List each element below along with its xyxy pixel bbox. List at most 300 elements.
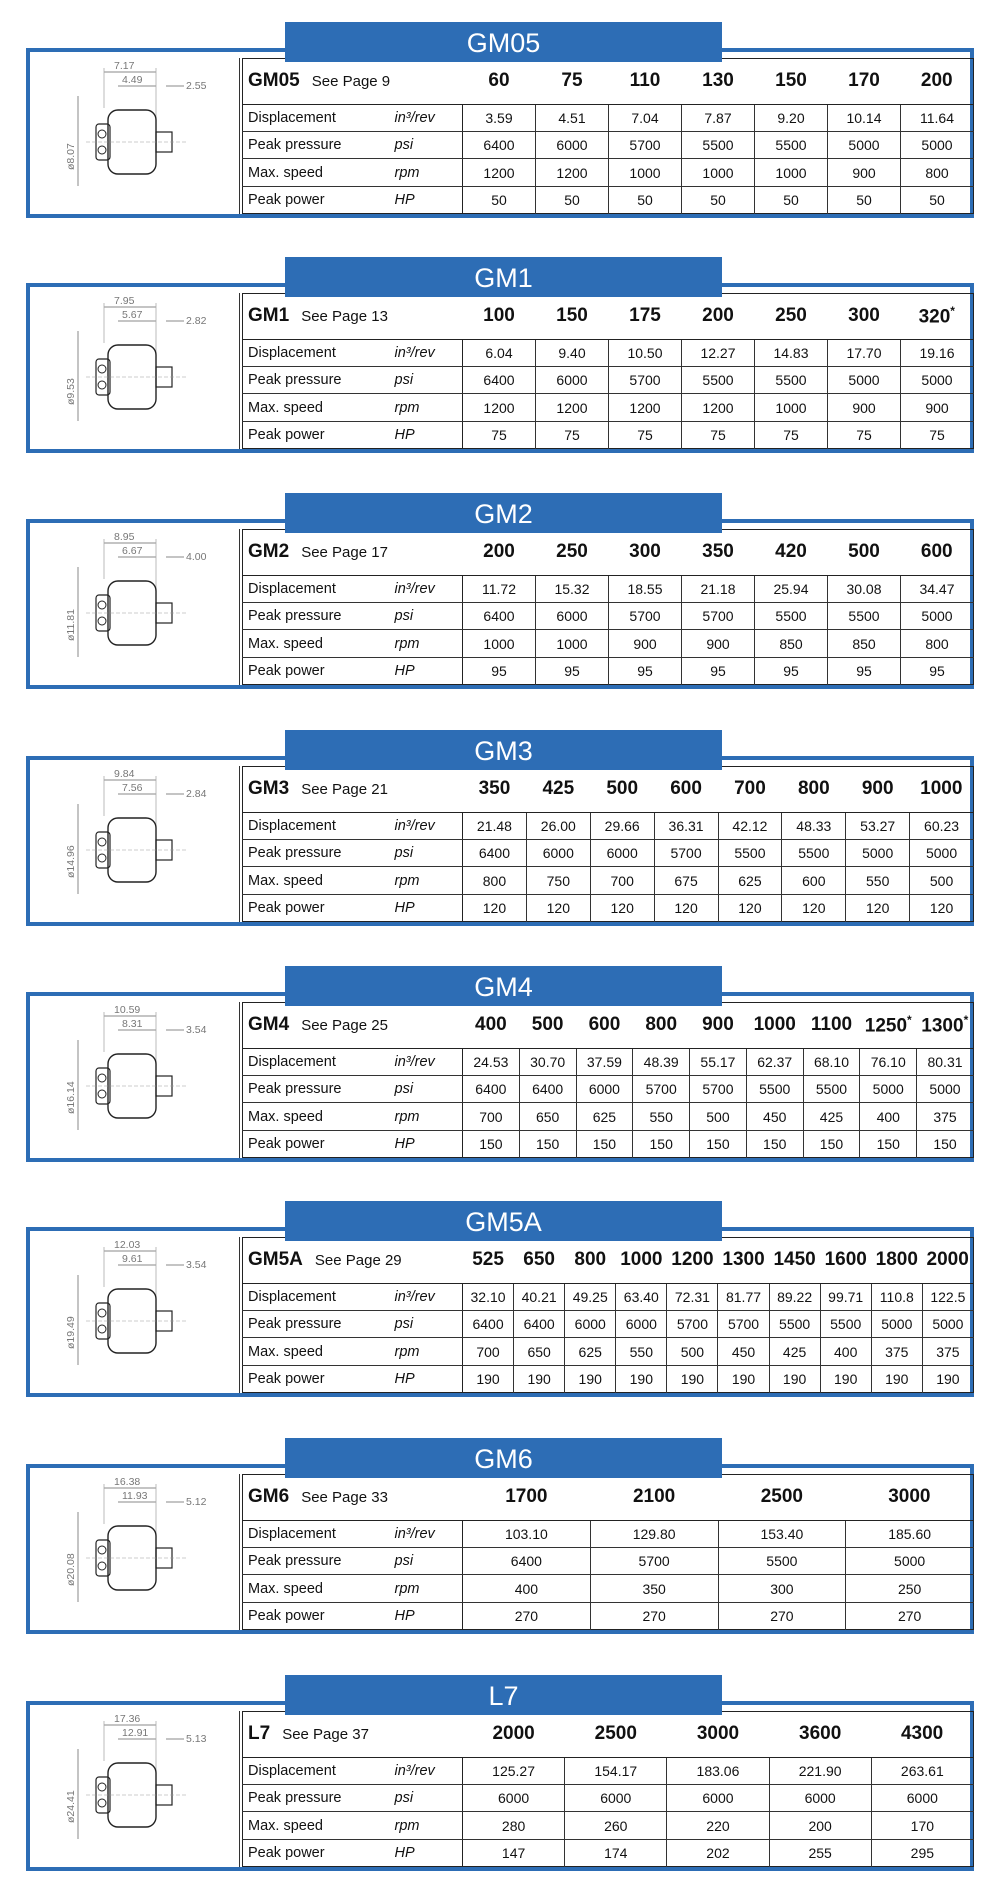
size-header: 250: [755, 294, 828, 340]
value-cell: 5500: [782, 840, 846, 867]
value-cell: 1200: [536, 394, 609, 421]
value-cell: 5000: [846, 840, 910, 867]
model-cell: [243, 294, 463, 340]
value-cell: 32.10: [463, 1283, 514, 1310]
footnote-asterisk: *: [907, 1013, 912, 1028]
size-header: 300: [828, 294, 901, 340]
value-cell: 220: [667, 1812, 769, 1839]
model-cell: [243, 530, 463, 576]
value-cell: 7.04: [609, 104, 682, 131]
value-cell: 120: [590, 894, 654, 921]
value-cell: 1200: [536, 159, 609, 186]
row-label: Displacement: [243, 575, 393, 602]
dim-inner-label: 7.56: [122, 782, 143, 794]
row-unit: psi: [393, 603, 463, 630]
value-cell: 10.50: [609, 339, 682, 366]
row-label: Peak power: [248, 899, 325, 916]
value-cell: 120: [846, 894, 910, 921]
value-cell: 34.47: [901, 575, 974, 602]
spec-table: [242, 1002, 974, 1158]
spec-table: [242, 766, 974, 922]
value-cell: 17.70: [828, 339, 901, 366]
dim-diameter-label: ø11.81: [65, 609, 77, 641]
size-header: 800: [782, 767, 846, 813]
row-unit: psi: [393, 840, 463, 867]
dim-width-label: 8.95: [114, 531, 135, 543]
dim-shaft-label: 3.54: [186, 1259, 207, 1271]
value-cell: 450: [746, 1103, 803, 1130]
product-section-gm2: [26, 493, 974, 689]
value-cell: 6400: [463, 132, 536, 159]
value-cell: 18.55: [609, 575, 682, 602]
section-title-banner: GM5A: [285, 1201, 722, 1241]
spec-header-row: [243, 530, 974, 576]
row-unit: psi: [393, 1076, 463, 1103]
row-unit: in³/rev: [393, 104, 463, 131]
value-cell: 125.27: [463, 1757, 565, 1784]
value-cell: 375: [922, 1338, 973, 1365]
value-cell: 280: [463, 1812, 565, 1839]
value-cell: 500: [910, 867, 974, 894]
value-cell: 50: [682, 186, 755, 213]
row-label: Peak power: [248, 1370, 325, 1387]
value-cell: 6000: [536, 132, 609, 159]
value-cell: 1200: [463, 394, 536, 421]
size-header: 1600: [820, 1238, 871, 1284]
value-cell: 10.14: [828, 104, 901, 131]
displacement-row: [243, 1757, 974, 1784]
size-header: 350: [463, 767, 527, 813]
model-cell: [243, 767, 463, 813]
size-header: 1200: [667, 1238, 718, 1284]
section-frame: [26, 1701, 974, 1871]
motor-dimension-drawing: [36, 293, 240, 449]
value-cell: 1000: [755, 394, 828, 421]
value-cell: 5500: [820, 1311, 871, 1338]
value-cell: 450: [718, 1338, 769, 1365]
row-label: Peak pressure: [243, 840, 393, 867]
dim-diameter-label: ø19.49: [65, 1316, 77, 1349]
row-label: Peak pressure: [243, 1548, 393, 1575]
value-cell: 122.5: [922, 1283, 973, 1310]
model-name: GM3: [248, 778, 290, 800]
value-cell: 6000: [667, 1785, 769, 1812]
value-cell: 270: [846, 1602, 974, 1629]
value-cell: 89.22: [769, 1283, 820, 1310]
value-cell: 5500: [803, 1076, 860, 1103]
value-cell: 120: [718, 894, 782, 921]
page-reference: See Page 13: [301, 308, 388, 326]
motor-drawing-icon: [36, 1237, 240, 1393]
row-label: Peak power: [248, 426, 325, 443]
model-name: GM5A: [248, 1249, 303, 1271]
product-section-gm6: [26, 1438, 974, 1634]
value-cell: 550: [633, 1103, 690, 1130]
row-unit: rpm: [393, 1575, 463, 1602]
spec-header-row: [243, 59, 974, 105]
row-label: Displacement: [243, 339, 393, 366]
size-header: 1300: [718, 1238, 769, 1284]
page-reference: See Page 29: [314, 1252, 402, 1270]
dim-inner-label: 12.91: [122, 1727, 149, 1739]
value-cell: 5000: [828, 132, 901, 159]
value-cell: 21.18: [682, 575, 755, 602]
size-header: 1000: [746, 1003, 803, 1049]
value-cell: 190: [769, 1365, 820, 1392]
value-cell: 850: [755, 630, 828, 657]
value-cell: 48.39: [633, 1048, 690, 1075]
value-cell: 5500: [682, 367, 755, 394]
value-cell: 150: [690, 1130, 747, 1157]
section-title-banner: L7: [285, 1675, 722, 1715]
value-cell: 6400: [463, 603, 536, 630]
value-cell: 5500: [718, 840, 782, 867]
dim-shaft-label: 5.12: [186, 1496, 207, 1508]
value-cell: 190: [871, 1365, 922, 1392]
value-cell: 95: [901, 657, 974, 684]
value-cell: 6000: [871, 1785, 973, 1812]
size-header: 2100: [590, 1475, 718, 1521]
dim-inner-label: 5.67: [122, 309, 143, 321]
page-reference: See Page 37: [282, 1726, 369, 1744]
size-header: 1000: [910, 767, 974, 813]
dim-diameter-label: ø9.53: [65, 378, 77, 405]
row-label: Peak power: [248, 191, 325, 208]
value-cell: 5700: [718, 1311, 769, 1338]
size-header: 3000: [667, 1712, 769, 1758]
dim-inner-label: 9.61: [122, 1253, 143, 1265]
model-name: GM1: [248, 305, 290, 327]
size-header: 1300*: [917, 1003, 974, 1049]
row-unit: rpm: [393, 1812, 463, 1839]
row-label: Peak power: [248, 1607, 325, 1624]
value-cell: 190: [667, 1365, 718, 1392]
value-cell: 120: [463, 894, 527, 921]
value-cell: 190: [922, 1365, 973, 1392]
value-cell: 95: [755, 657, 828, 684]
peak-power-row: [243, 1839, 974, 1866]
size-header: 100: [463, 294, 536, 340]
value-cell: 400: [820, 1338, 871, 1365]
value-cell: 6000: [565, 1785, 667, 1812]
size-header: 2500: [718, 1475, 846, 1521]
value-cell: 95: [463, 657, 536, 684]
value-cell: 50: [609, 186, 682, 213]
max-speed-row: [243, 1338, 974, 1365]
value-cell: 150: [917, 1130, 974, 1157]
value-cell: 55.17: [690, 1048, 747, 1075]
spec-table: [242, 293, 974, 449]
size-header: 150: [755, 59, 828, 105]
value-cell: 6000: [565, 1311, 616, 1338]
value-cell: 19.16: [901, 339, 974, 366]
dim-inner-label: 11.93: [122, 1490, 148, 1502]
value-cell: 14.83: [755, 339, 828, 366]
value-cell: 150: [576, 1130, 633, 1157]
value-cell: 500: [667, 1338, 718, 1365]
size-header: 650: [514, 1238, 565, 1284]
value-cell: 150: [519, 1130, 576, 1157]
row-unit: HP: [393, 421, 463, 448]
value-cell: 62.37: [746, 1048, 803, 1075]
value-cell: 5700: [609, 367, 682, 394]
max-speed-row: [243, 630, 974, 657]
motor-drawing-icon: [36, 529, 240, 685]
model-name: GM05: [248, 70, 300, 92]
value-cell: 6000: [536, 367, 609, 394]
row-unit: psi: [393, 1785, 463, 1812]
dim-width-label: 9.84: [114, 768, 135, 780]
spec-header-row: [243, 1238, 974, 1284]
value-cell: 1000: [755, 159, 828, 186]
displacement-row: [243, 1048, 974, 1075]
value-cell: 5500: [755, 603, 828, 630]
value-cell: 5000: [910, 840, 974, 867]
value-cell: 1200: [609, 394, 682, 421]
value-cell: 190: [514, 1365, 565, 1392]
size-header: 900: [846, 767, 910, 813]
dim-diameter-label: ø24.41: [65, 1790, 77, 1823]
peak-pressure-row: [243, 1548, 974, 1575]
row-unit: in³/rev: [393, 1283, 463, 1310]
max-speed-row: [243, 867, 974, 894]
motor-drawing-icon: [36, 1474, 240, 1630]
section-frame: [26, 756, 974, 926]
motor-drawing-icon: [36, 293, 240, 449]
value-cell: 1000: [463, 630, 536, 657]
value-cell: 250: [846, 1575, 974, 1602]
value-cell: 263.61: [871, 1757, 973, 1784]
value-cell: 75: [682, 421, 755, 448]
section-title-banner: GM1: [285, 257, 722, 297]
spec-header-row: [243, 767, 974, 813]
row-unit: rpm: [393, 867, 463, 894]
max-speed-row: [243, 1103, 974, 1130]
value-cell: 6400: [519, 1076, 576, 1103]
dim-diameter-label: ø14.96: [65, 845, 77, 878]
peak-pressure-row: [243, 367, 974, 394]
value-cell: 6000: [590, 840, 654, 867]
dim-width-label: 17.36: [114, 1713, 141, 1725]
value-cell: 350: [590, 1575, 718, 1602]
row-unit: HP: [393, 1130, 463, 1157]
value-cell: 400: [860, 1103, 917, 1130]
value-cell: 12.27: [682, 339, 755, 366]
displacement-row: [243, 812, 974, 839]
size-header: 75: [536, 59, 609, 105]
value-cell: 190: [616, 1365, 667, 1392]
spec-table: [242, 1237, 974, 1393]
value-cell: 1000: [609, 159, 682, 186]
size-header: 1450: [769, 1238, 820, 1284]
size-header: 200: [682, 294, 755, 340]
value-cell: 110.8: [871, 1283, 922, 1310]
value-cell: 625: [718, 867, 782, 894]
value-cell: 95: [609, 657, 682, 684]
value-cell: 5500: [755, 132, 828, 159]
value-cell: 5500: [828, 603, 901, 630]
value-cell: 36.31: [654, 812, 718, 839]
section-title-banner: GM3: [285, 730, 722, 770]
value-cell: 900: [609, 630, 682, 657]
row-label: Max. speed: [243, 1103, 393, 1130]
value-cell: 190: [463, 1365, 514, 1392]
value-cell: 50: [755, 186, 828, 213]
row-unit: psi: [393, 132, 463, 159]
row-unit: rpm: [393, 630, 463, 657]
value-cell: 40.21: [514, 1283, 565, 1310]
motor-drawing-icon: [36, 58, 240, 214]
row-label: Max. speed: [243, 1338, 393, 1365]
value-cell: 500: [690, 1103, 747, 1130]
value-cell: 11.64: [901, 104, 974, 131]
max-speed-row: [243, 1575, 974, 1602]
value-cell: 255: [769, 1839, 871, 1866]
motor-dimension-drawing: [36, 1474, 240, 1630]
footnote-asterisk: *: [963, 1013, 969, 1028]
dim-diameter-label: ø16.14: [65, 1081, 77, 1114]
peak-pressure-row: [243, 132, 974, 159]
dim-width-label: 16.38: [114, 1476, 141, 1488]
value-cell: 425: [803, 1103, 860, 1130]
value-cell: 900: [828, 394, 901, 421]
value-cell: 3.59: [463, 104, 536, 131]
peak-pressure-row: [243, 840, 974, 867]
model-cell: [243, 1238, 463, 1284]
displacement-row: [243, 339, 974, 366]
peak-power-row: [243, 1602, 974, 1629]
product-section-gm1: [26, 257, 974, 453]
value-cell: 850: [828, 630, 901, 657]
product-section-gm3: [26, 730, 974, 926]
value-cell: 900: [901, 394, 974, 421]
value-cell: 5700: [609, 132, 682, 159]
value-cell: 5000: [901, 367, 974, 394]
value-cell: 5700: [609, 603, 682, 630]
motor-drawing-icon: [36, 766, 240, 922]
row-label: Max. speed: [243, 1812, 393, 1839]
value-cell: 5500: [755, 367, 828, 394]
value-cell: 900: [828, 159, 901, 186]
motor-dimension-drawing: [36, 1002, 240, 1158]
value-cell: 625: [576, 1103, 633, 1130]
page-reference: See Page 9: [311, 73, 391, 91]
value-cell: 5700: [690, 1076, 747, 1103]
value-cell: 6000: [769, 1785, 871, 1812]
value-cell: 153.40: [718, 1520, 846, 1547]
motor-drawing-icon: [36, 1711, 240, 1867]
value-cell: 6400: [514, 1311, 565, 1338]
model-name: L7: [248, 1723, 271, 1745]
value-cell: 129.80: [590, 1520, 718, 1547]
value-cell: 6400: [463, 1548, 591, 1575]
size-header: 400: [463, 1003, 520, 1049]
row-label: Displacement: [243, 1283, 393, 1310]
size-header: 350: [682, 530, 755, 576]
value-cell: 53.27: [846, 812, 910, 839]
value-cell: 800: [463, 867, 527, 894]
footnote-asterisk: *: [950, 304, 955, 319]
row-label: Peak pressure: [243, 1076, 393, 1103]
size-header: 320*: [901, 294, 974, 340]
value-cell: 6000: [526, 840, 590, 867]
row-label: Peak pressure: [243, 132, 393, 159]
size-header: 1800: [871, 1238, 922, 1284]
row-label: Peak pressure: [243, 367, 393, 394]
value-cell: 5000: [846, 1548, 974, 1575]
product-section-gm05: [26, 22, 974, 218]
spec-header-row: [243, 1712, 974, 1758]
size-header: 600: [901, 530, 974, 576]
value-cell: 800: [901, 630, 974, 657]
size-header: 3000: [846, 1475, 974, 1521]
value-cell: 200: [769, 1812, 871, 1839]
value-cell: 72.31: [667, 1283, 718, 1310]
row-label: Peak pressure: [243, 1785, 393, 1812]
value-cell: 221.90: [769, 1757, 871, 1784]
size-header: 1700: [463, 1475, 591, 1521]
model-cell: [243, 59, 463, 105]
row-label: Peak pressure: [243, 603, 393, 630]
dim-width-label: 7.17: [114, 60, 135, 72]
size-header: 60: [463, 59, 536, 105]
size-header: 600: [654, 767, 718, 813]
max-speed-row: [243, 394, 974, 421]
value-cell: 6400: [463, 1311, 514, 1338]
row-label: Max. speed: [243, 394, 393, 421]
model-cell: [243, 1712, 463, 1758]
peak-pressure-row: [243, 1785, 974, 1812]
page-reference: See Page 33: [301, 1489, 388, 1507]
dim-diameter-label: ø8.07: [65, 143, 77, 170]
row-label: Displacement: [243, 1520, 393, 1547]
row-unit: HP: [393, 894, 463, 921]
peak-power-row: [243, 1130, 974, 1157]
value-cell: 5000: [901, 603, 974, 630]
product-section-gm4: [26, 966, 974, 1162]
row-label: Peak power: [248, 662, 325, 679]
value-cell: 68.10: [803, 1048, 860, 1075]
row-unit: in³/rev: [393, 1520, 463, 1547]
dim-inner-label: 8.31: [122, 1018, 143, 1030]
value-cell: 700: [590, 867, 654, 894]
size-header: 800: [633, 1003, 690, 1049]
peak-power-row: [243, 1365, 974, 1392]
value-cell: 50: [828, 186, 901, 213]
value-cell: 4.51: [536, 104, 609, 131]
size-header: 110: [609, 59, 682, 105]
model-name: GM6: [248, 1486, 290, 1508]
displacement-row: [243, 104, 974, 131]
spec-table: [242, 529, 974, 685]
row-unit: rpm: [393, 1103, 463, 1130]
value-cell: 75: [755, 421, 828, 448]
row-unit: rpm: [393, 159, 463, 186]
value-cell: 425: [769, 1338, 820, 1365]
max-speed-row: [243, 1812, 974, 1839]
row-unit: psi: [393, 1548, 463, 1575]
model-cell: [243, 1003, 463, 1049]
size-header: 425: [526, 767, 590, 813]
value-cell: 1200: [682, 394, 755, 421]
section-frame: [26, 283, 974, 453]
size-header: 700: [718, 767, 782, 813]
value-cell: 1000: [536, 630, 609, 657]
row-unit: HP: [393, 1602, 463, 1629]
value-cell: 900: [682, 630, 755, 657]
value-cell: 24.53: [463, 1048, 520, 1075]
page-reference: See Page 25: [301, 1017, 388, 1035]
